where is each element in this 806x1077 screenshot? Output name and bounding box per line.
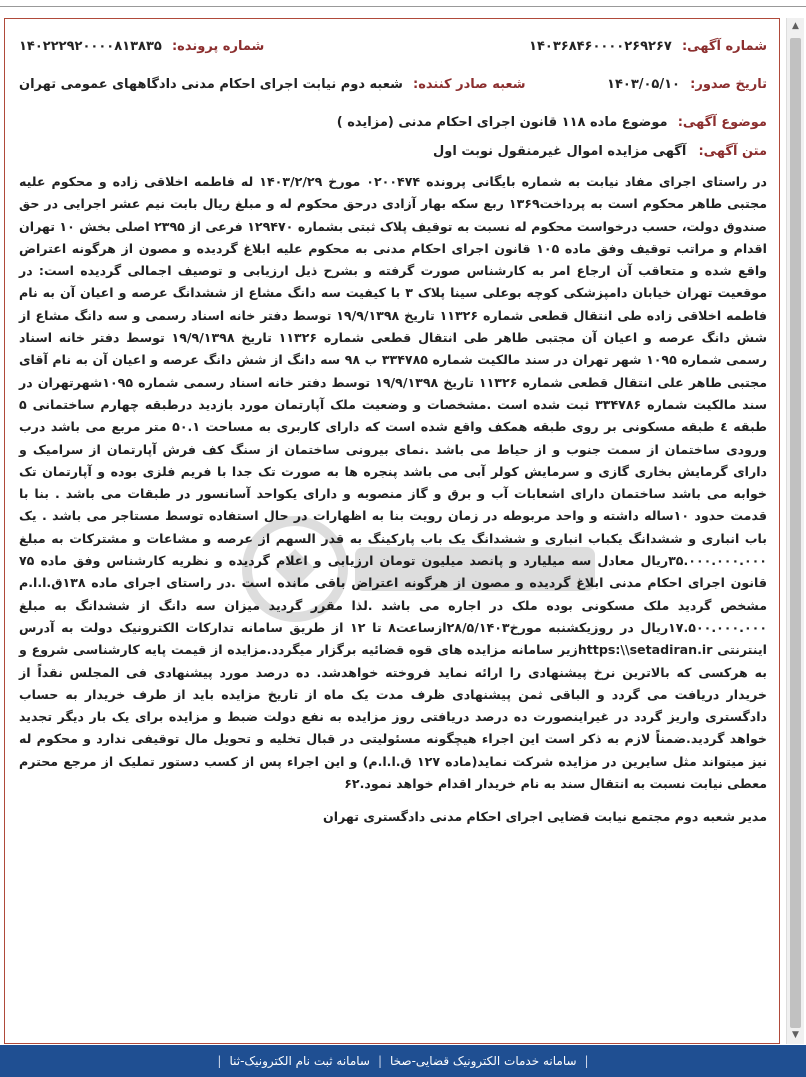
vertical-scrollbar[interactable] [786, 18, 804, 1044]
notice-text-heading [19, 144, 767, 159]
footer-link-sana[interactable]: سامانه ثبت نام الکترونیک-ثنا [229, 1054, 370, 1068]
case-number-field [19, 39, 264, 54]
notice-frame [4, 18, 780, 1044]
notice-subject [19, 115, 767, 130]
issue-date-label: تاریخ صدور: [690, 77, 767, 92]
text-title: آگهی مزایده اموال غیرمنقول نوبت اول [432, 144, 687, 159]
issuing-branch-label: شعبه صادر کننده: [413, 77, 526, 92]
case-number-value: ۱۴۰۲۲۲۹۲۰۰۰۰۸۱۳۸۳۵ [19, 39, 162, 54]
notice-number-field [529, 39, 767, 54]
scroll-up-arrow-icon[interactable]: ▲ [792, 21, 799, 31]
footer-separator: | [217, 1054, 222, 1068]
notice-number-label: شماره آگهی: [681, 39, 767, 54]
header-row-1 [19, 33, 767, 61]
scroll-thumb[interactable] [790, 38, 801, 1028]
footer-separator: | [377, 1054, 382, 1068]
footer-link-sakha[interactable]: سامانه خدمات الکترونیک قضایی-صخا [390, 1054, 577, 1068]
issuing-branch-value: شعبه دوم نیابت اجرای احکام مدنی دادگاههای عمومی تهران [19, 77, 403, 92]
notice-body: در راستای اجرای مفاد نیابت به شماره بایگانی پرونده ۰۲۰۰۴۷۴ مورخ ۱۴۰۳/۲/۲۹ له فاطمه اخلاقی زاده و محکوم علیه مجتبی طاهر محکوم است به پرداخت۱۳۶۹ ربع سکه بهار آزادی درحق محکوم له و مبلغ ریال بابت نیم عشر اجرایی در حق صندوق دولت، حسب درخواست محکوم له نسبت به توقیف پلاک ثبتی بشماره ۱۲۹۴۷۰ فرعی از ۲۳۹۵ اصلی بخش ۱۰ تهران اقدام و مراتب توقیف وفق ماده ۱۰۵ قانون اجرای احکام مدنی به محکوم علیه ابلاغ گردیده و مصون از هرگونه اعتراض واقع شده و متعاقب آن ارجاع امر به کارشناس صورت گرفته و بشرح ذیل ارزیابی و توصیف اجمالی گردیده است: در موقعیت تهران خیابان دامپزشکی کوچه بوعلی سینا پلاک ۳ با کیفیت سه دانگ مشاع از ششدانگ عرصه و اعیان آن به نام فاطمه اخلاقی زاده طی انتقال قطعی شماره ۱۱۳۲۶ تاریخ ۱۹/۹/۱۳۹۸ توسط دفتر خانه اسناد رسمی و سه دانگ مشاع از شش دانگ عرصه و اعیان آن مجتبی طاهر طی انتقال قطعی شماره ۱۱۳۲۶ تاریخ ۱۹/۹/۱۳۹۸ توسط دفتر خانه اسناد رسمی شماره ۱۰۹۵ شهر تهران در سند مالکیت شماره ۳۳۴۷۸۵ ب ۹۸ سه دانگ از شش دانگ عرصه و اعیان آن به نام آقای مجتبی طاهر علی انتقال قطعی شماره ۱۱۳۲۶ تاریخ ۱۹/۹/۱۳۹۸ توسط دفتر خانه اسناد رسمی شماره ۱۰۹۵شهرتهران در سند مالکیت شماره ۳۳۴۷۸۶ ثبت شده است .مشخصات و وضعیت ملک آپارتمان مورد بازدید درطبقه چهارم ساختمانی ۵ طبقه ٤ طبقه مسکونی بر روی طبقه همکف واقع شده است که دارای کاربری به مساحت ۵۰.۱ متر مربع می باشد درب ورودی ساختمان از سمت جنوب و از حیاط می باشد .نمای بیرونی ساختمان از سنگ کف فرش آپارتمان از سرامیک و دارای گرمایش بخاری گازی و سرمایش کولر آبی می باشد پنجره ها به صورت تک جدا با فریم فلزی بوده و آپارتمان تک خوابه می باشد ساختمان دارای اشعابات آب و برق و گاز منصوبه و دارای یکواحد آسانسور در طبقات می باشد . بنا با قدمت حدود ۱۰ساله داشته و واحد مربوطه در زمان رویت بنا به اظهارات در حال استفاده توسط مستاجر می باشد . یک باب انباری و ششدانگ یکباب انباری و ششدانگ یک باب پارکینگ به قدر السهم از عرصه و مشاعات و مشترکات به مبلغ ۳۵.۰۰۰.۰۰۰.۰۰۰ریال معادل سه میلیارد و پانصد میلیون تومان ارزیابی و اعلام گردیده و نظریه کارشناس وفق ماده ۷۵ قانون اجرای احکام مدنی ابلاغ گردیده و مصون از هرگونه اعتراض باقی مانده است .در راستای اجرای ماده ۱۳۸ق.ا.ا.م مشخص گردید ملک مسکونی بوده ملک در اجاره می باشد .لذا مقرر گردید میزان سه دانگ از ششدانگ به مبلغ ۱۷.۵۰۰.۰۰۰.۰۰۰ریال در روزیکشنبه مورخ۲۸/۵/۱۴۰۳ازساعت۸ تا ۱۲ از طریق سامانه تدارکات الکترونیک دولت به آدرس اینترنتی https:\\setadiran.irزیر سامانه مزایده های قوه قضائیه برگزار میگردد.مزایده از قیمت پایه کارشناسی شروع و به هرکسی که بالاترین نرخ پیشنهادی را ارائه نماید فروخته خواهدشد. ده درصد مورد پیشنهادی فی المجلس نقداً از خریدار دریافت می گردد و الباقی ثمن پیشنهادی ظرف مدت یک ماه از تاریخ مزایده باید از طرف خریدار به حساب دادگستری واریز گردد در غیراینصورت ده درصد دریافتی روز مزایده به نفع دولت ضبط و مزایده برای یک بار دیگر تجدید خواهد گردید.ضمناً لازم به ذکر است این اجراء هیچگونه مسئولیتی در قبال تخلیه و تحویل مال توقیفی ندارد و محکوم له نیز میتواند مثل سایرین در مزایده شرکت نماید(ماده ۱۲۷ ق.ا.ا.م) و این اجراء پس از کسب دستور تملیک از مرجع محترم معطی نیابت نسبت به انتقال سند به نام خریدار اقدام خواهد نمود.۶۲ [19, 174, 768, 792]
subject-value: موضوع ماده ۱۱۸ قانون اجرای احکام مدنی (مزایده ) [336, 115, 668, 130]
issue-date-field [607, 77, 767, 92]
notice-number-value: ۱۴۰۳۶۸۴۶۰۰۰۰۲۶۹۲۶۷ [529, 39, 672, 54]
header-row-2 [19, 71, 767, 99]
issuing-branch-field [19, 77, 526, 92]
text-label: متن آگهی: [698, 144, 767, 159]
notice-signature: مدیر شعبه دوم مجتمع نیابت قضایی اجرای احکام مدنی دادگستری تهران [323, 809, 767, 825]
window-top-edge [0, 0, 806, 7]
case-number-label: شماره پرونده: [171, 39, 265, 54]
notice-content [19, 33, 767, 824]
footer-bar [0, 1045, 806, 1077]
footer-separator: | [584, 1054, 589, 1068]
issue-date-value: ۱۴۰۳/۰۵/۱۰ [607, 77, 680, 92]
scroll-down-arrow-icon[interactable]: ▼ [792, 1030, 799, 1040]
subject-label: موضوع آگهی: [677, 115, 767, 130]
